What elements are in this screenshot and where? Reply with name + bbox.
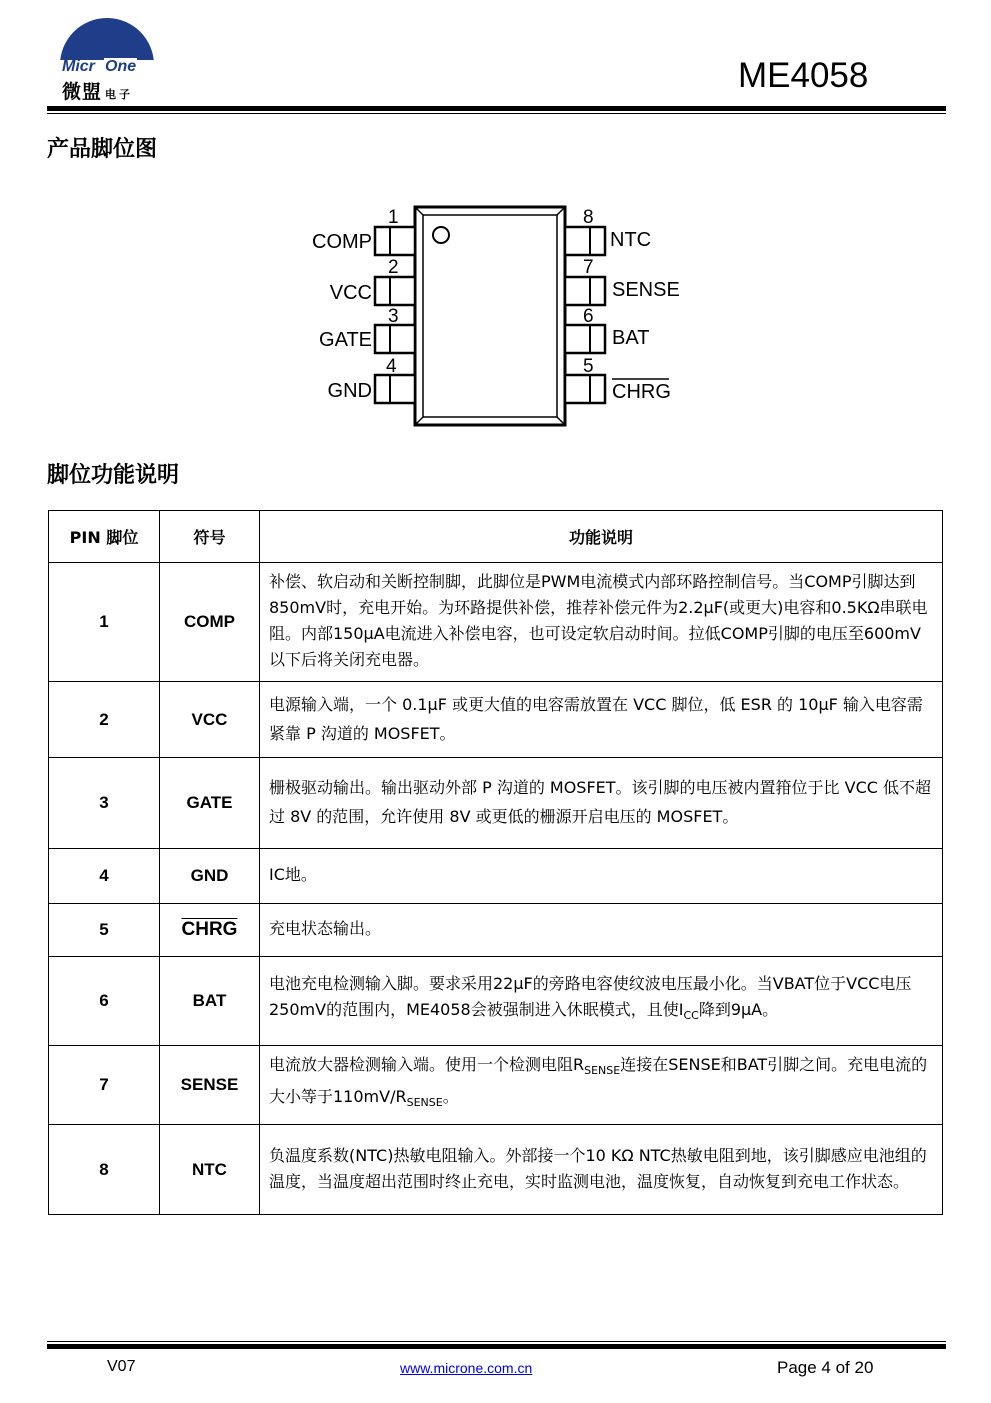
description-cell: IC地。: [260, 849, 943, 904]
footer-rule-thick: [47, 1344, 946, 1349]
pin-cell: 2: [49, 682, 160, 758]
pin-cell: 7: [49, 1046, 160, 1125]
pin-number-1: 1: [388, 207, 399, 228]
right-pin-lead-5: [565, 375, 605, 403]
left-pin-4: [375, 375, 415, 403]
logo-cn-main: 微盟: [62, 81, 103, 103]
pin-cell: 5: [49, 904, 160, 957]
pin-diagram: [300, 200, 700, 435]
table-row: [49, 758, 943, 849]
pin-number-2: 2: [388, 257, 399, 278]
pin-label-sense: SENSE: [612, 279, 680, 301]
footer-page-number: Page 4 of 20: [777, 1358, 874, 1377]
symbol-cell: BAT: [160, 957, 260, 1046]
desc-part: 。: [442, 1087, 459, 1107]
footer-rule-thin: [47, 1341, 946, 1342]
right-pin-8: [565, 227, 605, 255]
header-description: 功能说明: [260, 511, 943, 563]
table-row: [49, 682, 943, 758]
pin-number-8: 8: [583, 207, 594, 228]
desc-subscript: CC: [683, 1009, 699, 1023]
left-pin-1: [375, 227, 415, 255]
right-pin-lead-7: [565, 277, 605, 305]
table-row: [49, 1125, 943, 1215]
pin-function-table: [48, 510, 943, 1215]
header-pin: PIN 脚位: [49, 511, 160, 563]
logo-cn-small: 电子: [105, 88, 134, 101]
pin-label-comp: COMP: [312, 231, 372, 253]
table-row: [49, 957, 943, 1046]
left-pin-lead-3: [375, 325, 415, 353]
left-pin-2: [375, 277, 415, 305]
description-cell: 电源输入端，一个 0.1μF 或更大值的电容需放置在 VCC 脚位，低 ESR 的 10μF 输入电容需紧靠 P 沟道的 MOSFET。: [260, 682, 943, 758]
desc-subscript: SENSE: [406, 1096, 443, 1110]
right-pin-7: [565, 277, 605, 305]
pin-number-3: 3: [388, 306, 399, 327]
pin-label-chrg: CHRG: [612, 381, 671, 403]
pin-number-6: 6: [583, 306, 594, 327]
table-row: [49, 849, 943, 904]
right-pin-lead-8: [565, 227, 605, 255]
right-pin-6: [565, 325, 605, 353]
document-title: ME4058: [738, 56, 869, 95]
symbol-cell: COMP: [160, 563, 260, 682]
header-rule-thin: [47, 113, 946, 114]
header-rule-thick: [47, 106, 946, 111]
package-body-outer: [415, 207, 565, 425]
table-row: [49, 1046, 943, 1125]
pin-number-5: 5: [583, 356, 594, 377]
symbol-cell: GND: [160, 849, 260, 904]
pin-label-bat: BAT: [612, 327, 650, 349]
description-cell: 负温度系数(NTC)热敏电阻输入。外部接一个10 KΩ NTC热敏电阻到地，该引脚感应电池组的温度，当温度超出范围时终止充电，实时监测电池，温度恢复，自动恢复到充电工作状态。: [260, 1125, 943, 1215]
symbol-cell: SENSE: [160, 1046, 260, 1125]
table-row: [49, 904, 943, 957]
company-logo: [58, 18, 158, 102]
section-title-pin-function: 脚位功能说明: [47, 463, 180, 488]
logo-text-cn: [62, 77, 133, 104]
description-cell: [260, 1046, 943, 1125]
logo-text-micr: Micr: [62, 58, 95, 75]
header-symbol: 符号: [160, 511, 260, 563]
pin-number-7: 7: [583, 257, 594, 278]
desc-part: 连接在SENSE和BAT引脚之间。充电电流的大小等于110mV/R: [269, 1055, 928, 1107]
pin-cell: 4: [49, 849, 160, 904]
pin-label-ntc: NTC: [610, 229, 652, 251]
pin-label-vcc: VCC: [329, 282, 372, 304]
table-header-row: [49, 511, 943, 563]
description-cell: 补偿、软启动和关断控制脚，此脚位是PWM电流模式内部环路控制信号。当COMP引脚达到850mV时，充电开始。为环路提供补偿，推荐补偿元件为2.2μF(或更大)电容和0.5KΩ串联电阻。内部150μA电流进入补偿电容，也可设定软启动时间。拉低COMP引脚的电压至600mV以下后将关闭充电器。: [260, 563, 943, 682]
description-cell: [260, 957, 943, 1046]
desc-subscript: SENSE: [584, 1064, 621, 1078]
pin-cell: 3: [49, 758, 160, 849]
symbol-cell: [160, 904, 260, 957]
right-pin-5: [565, 375, 605, 403]
description-cell: 充电状态输出。: [260, 904, 943, 957]
symbol-cell: NTC: [160, 1125, 260, 1215]
right-pin-lead-6: [565, 325, 605, 353]
left-pin-3: [375, 325, 415, 353]
footer-website-link[interactable]: www.microne.com.cn: [400, 1360, 533, 1376]
desc-part: 电池充电检测输入脚。要求采用22μF的旁路电容使纹波电压最小化。当VBAT位于VCC电压250mV的范围内，ME4058会被强制进入休眠模式，且使I: [269, 973, 912, 1019]
chrg-symbol: CHRG: [181, 919, 238, 940]
desc-part: 降到9μA。: [698, 999, 779, 1019]
pin-cell: 8: [49, 1125, 160, 1215]
logo-text-one: One: [105, 58, 137, 75]
symbol-cell: VCC: [160, 682, 260, 758]
left-pin-lead-4: [375, 375, 415, 403]
symbol-cell: GATE: [160, 758, 260, 849]
pin-cell: 1: [49, 563, 160, 682]
desc-part: 电流放大器检测输入端。使用一个检测电阻R: [269, 1055, 585, 1074]
section-title-pin-diagram: 产品脚位图: [47, 137, 158, 162]
table-row: [49, 563, 943, 682]
left-pin-lead-2: [375, 277, 415, 305]
pin-number-4: 4: [386, 356, 397, 377]
pin-label-gnd: GND: [327, 380, 372, 402]
description-cell: 栅极驱动输出。输出驱动外部 P 沟道的 MOSFET。该引脚的电压被内置箝位于比 VCC 低不超过 8V 的范围，允许使用 8V 或更低的栅源开启电压的 MOSFET。: [260, 758, 943, 849]
footer-version: V07: [107, 1358, 136, 1375]
pin-cell: 6: [49, 957, 160, 1046]
pin-label-gate: GATE: [319, 329, 372, 351]
left-pin-lead-1: [375, 227, 415, 255]
